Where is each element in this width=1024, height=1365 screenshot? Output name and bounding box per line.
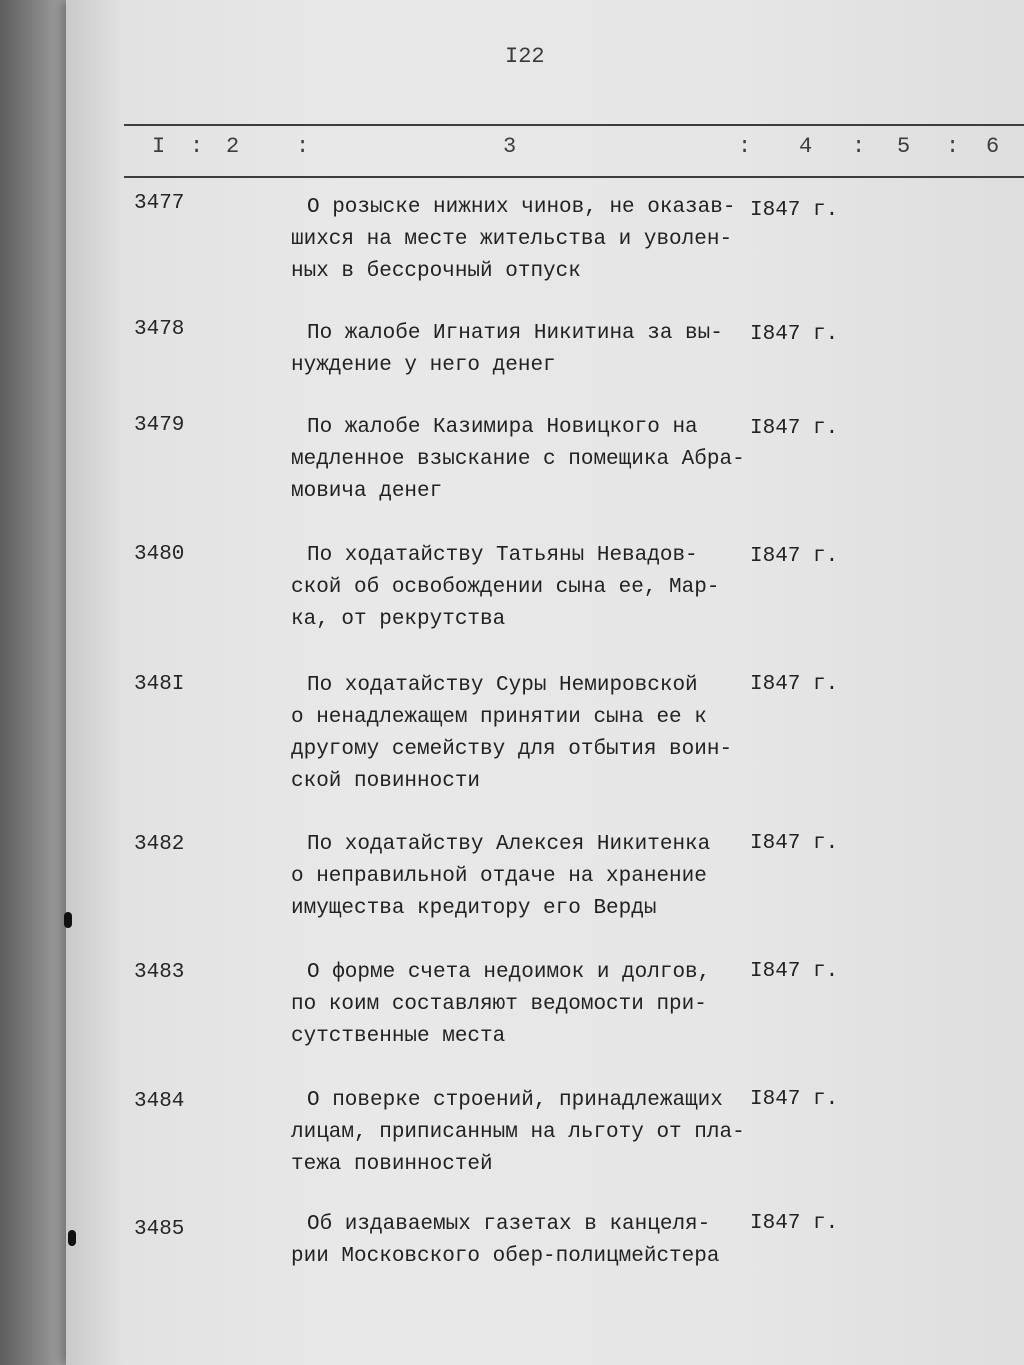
column-header-2: 2 [226, 134, 240, 159]
entry-number: 3479 [134, 414, 185, 437]
entry-year: I847 г. [750, 545, 839, 568]
entry-title-line: ской повинности [291, 770, 481, 793]
entry-year: I847 г. [750, 832, 839, 855]
table-header-bottom-rule [124, 176, 1024, 178]
column-separator: : [852, 134, 866, 159]
entry-title-line: мовича денег [291, 480, 443, 503]
entry-number: 348I [134, 673, 185, 696]
column-header-6: 6 [986, 134, 1000, 159]
entry-title-line: шихся на месте жительства и уволен- [291, 228, 733, 251]
column-header-4: 4 [799, 134, 813, 159]
entry-year: I847 г. [750, 673, 839, 696]
entry-title-line: О поверке строений, принадлежащих [307, 1089, 723, 1112]
entry-title-line: По ходатайству Татьяны Невадов- [307, 544, 698, 567]
entry-number: 3480 [134, 543, 185, 566]
entry-title-line: ка, от рекрутства [291, 608, 506, 631]
entry-title-line: медленное взыскание с помещика Абра- [291, 448, 745, 471]
entry-title-line: лицам, приписанным на льготу от пла- [291, 1121, 745, 1144]
entry-title [291, 1085, 751, 1181]
page-number: I22 [505, 44, 545, 69]
entry-title-line: другому семейству для отбытия воин- [291, 738, 733, 761]
entry-title-line: по коим составляют ведомости при- [291, 993, 707, 1016]
entry-number: 3484 [134, 1090, 185, 1113]
entry-title-line: о неправильной отдаче на хранение [291, 865, 707, 888]
entry-title-line: По ходатайству Суры Немировской [307, 674, 698, 697]
binding-hole [64, 912, 72, 928]
entry-title-line: имущества кредитору его Верды [291, 897, 657, 920]
column-separator: : [946, 134, 960, 159]
entry-year: I847 г. [750, 323, 839, 346]
column-header-3: 3 [503, 134, 517, 159]
entry-title-line: нуждение у него денег [291, 354, 556, 377]
table-header-top-rule [124, 124, 1024, 126]
entry-title-line: По жалобе Казимира Новицкого на [307, 416, 698, 439]
binding-hole [68, 1230, 76, 1246]
entry-title-line: По ходатайству Алексея Никитенка [307, 833, 711, 856]
entry-title-line: о ненадлежащем принятии сына ее к [291, 706, 707, 729]
column-header-1: I [152, 134, 166, 159]
entry-year: I847 г. [750, 1088, 839, 1111]
entry-title [291, 192, 751, 288]
entry-number: 3478 [134, 318, 185, 341]
column-separator: : [296, 134, 310, 159]
entry-year: I847 г. [750, 199, 839, 222]
entry-number: 3483 [134, 961, 185, 984]
entry-number: 3477 [134, 192, 185, 215]
entry-year: I847 г. [750, 417, 839, 440]
column-separator: : [738, 134, 752, 159]
entry-title-line: сутственные места [291, 1025, 506, 1048]
entry-year: I847 г. [750, 960, 839, 983]
entry-title-line: тежа повинностей [291, 1153, 493, 1176]
entry-title-line: ской об освобождении сына ее, Мар- [291, 576, 720, 599]
entry-title-line: О розыске нижних чинов, не оказав- [307, 196, 736, 219]
entry-title-line: О форме счета недоимок и долгов, [307, 961, 711, 984]
column-header-5: 5 [897, 134, 911, 159]
entry-title-line: ных в бессрочный отпуск [291, 260, 581, 283]
entry-title-line: рии Московского обер-полицмейстера [291, 1245, 720, 1268]
entry-title [291, 957, 751, 1053]
entry-title [291, 318, 751, 382]
entry-title [291, 829, 751, 925]
entry-number: 3485 [134, 1218, 185, 1241]
entry-title-line: По жалобе Игнатия Никитина за вы- [307, 322, 723, 345]
entry-title [291, 670, 751, 798]
column-separator: : [190, 134, 204, 159]
entry-year: I847 г. [750, 1212, 839, 1235]
entry-title-line: Об издаваемых газетах в канцеля- [307, 1213, 711, 1236]
entry-number: 3482 [134, 833, 185, 856]
entry-title [291, 1209, 751, 1273]
entry-title [291, 412, 751, 508]
entry-title [291, 540, 751, 636]
